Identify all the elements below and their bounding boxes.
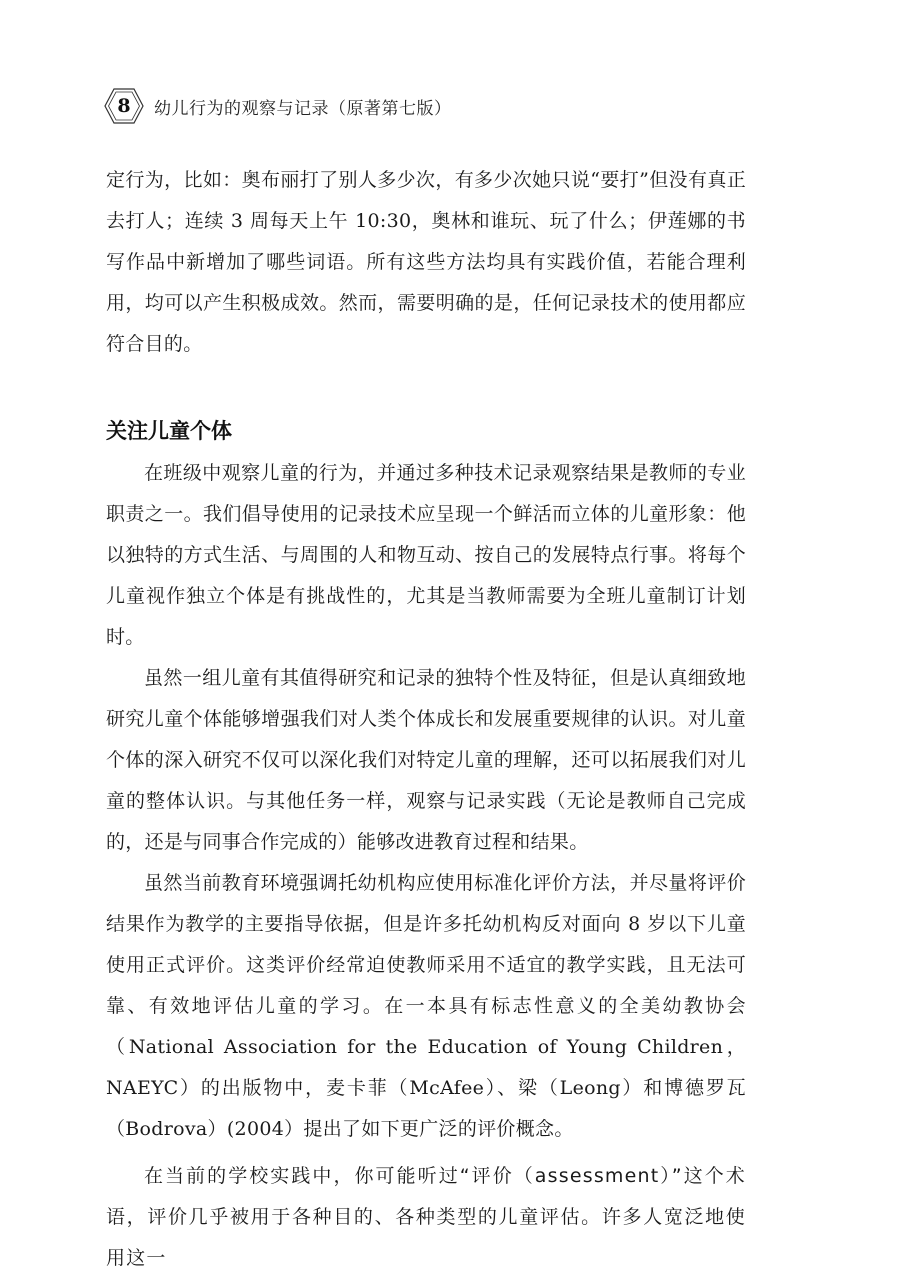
paragraph: 虽然当前教育环境强调托幼机构应使用标准化评价方法，并尽量将评价结果作为教学的主要指导依据，但是许多托幼机构反对面向 8 岁以下儿童使用正式评价。这类评价经常迫使教师采用不适宜的教学实践，且无法可靠、有效地评估儿童的学习。在一本具有标志性意义的全美幼教协会（National Association for the Education of Young Children，NAEYC）的出版物中，麦卡菲（McAfee）、梁（Leong）和博德罗瓦（Bodrova）(2004）提出了如下更广泛的评价概念。	[106, 872, 746, 1140]
paragraph: 在班级中观察儿童的行为，并通过多种技术记录观察结果是教师的专业职责之一。我们倡导使用的记录技术应呈现一个鲜活而立体的儿童形象：他以独特的方式生活、与周围的人和物互动、按自己的发展特点行事。将每个儿童视作独立个体是有挑战性的，尤其是当教师需要为全班儿童制订计划时。	[106, 462, 746, 648]
running-title: 幼儿行为的观察与记录（原著第七版）	[154, 98, 452, 119]
page-number: 8	[117, 95, 131, 117]
page-body	[106, 160, 746, 1279]
section-heading: 关注儿童个体	[106, 419, 232, 443]
paragraph-continued: 定行为，比如：奥布丽打了别人多少次，有多少次她只说“要打”但没有真正去打人；连续 3 周每天上午 10:30，奥林和谁玩、玩了什么；伊莲娜的书写作品中新增加了哪些词语。所有这些方法均具有实践价值，若能合理利用，均可以产生积极成效。然而，需要明确的是，任何记录技术的使用都应符合目的。	[106, 169, 746, 355]
page-header	[104, 88, 452, 124]
paragraph: 虽然一组儿童有其值得研究和记录的独特个性及特征，但是认真细致地研究儿童个体能够增强我们对人类个体成长和发展重要规律的认识。对儿童个体的深入研究不仅可以深化我们对特定儿童的理解，还可以拓展我们对儿童的整体认识。与其他任务一样，观察与记录实践（无论是教师自己完成的，还是与同事合作完成的）能够改进教育过程和结果。	[106, 667, 746, 853]
page-number-badge	[104, 88, 144, 124]
block-quote: 在当前的学校实践中，你可能听过“评价（assessment）”这个术语，评价几乎被用于各种目的、各种类型的儿童评估。许多人宽泛地使用这一	[106, 1165, 746, 1269]
